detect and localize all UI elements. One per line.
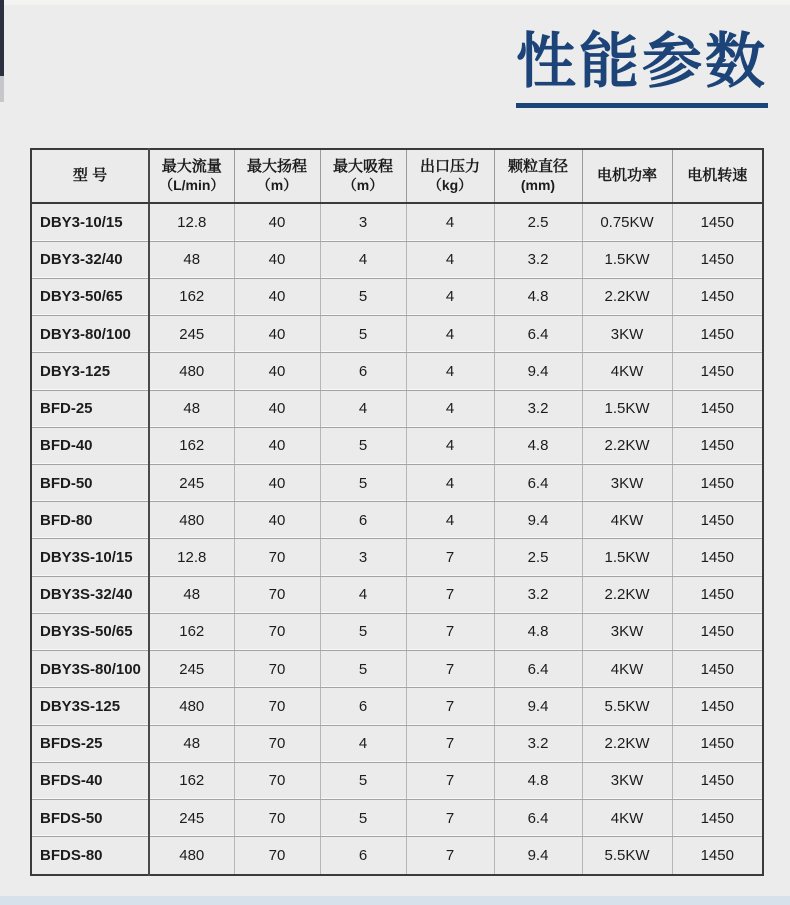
page-title: 性能参数 xyxy=(516,28,768,95)
value-cell: 1450 xyxy=(672,427,763,464)
column-header-4 xyxy=(406,149,494,203)
model-cell: DBY3-10/15 xyxy=(31,203,149,241)
value-cell: 4 xyxy=(320,241,406,278)
table-row xyxy=(31,651,763,688)
value-cell: 70 xyxy=(234,613,320,650)
value-cell: 5 xyxy=(320,427,406,464)
value-cell: 70 xyxy=(234,576,320,613)
value-cell: 40 xyxy=(234,203,320,241)
value-cell: 4.8 xyxy=(494,762,582,799)
value-cell: 4 xyxy=(406,502,494,539)
value-cell: 3KW xyxy=(582,613,672,650)
value-cell: 5 xyxy=(320,651,406,688)
value-cell: 1450 xyxy=(672,316,763,353)
column-header-label: 最大流量 xyxy=(161,157,222,175)
table-row xyxy=(31,464,763,501)
value-cell: 4 xyxy=(406,278,494,315)
value-cell: 1.5KW xyxy=(582,241,672,278)
value-cell: 1450 xyxy=(672,762,763,799)
table-row xyxy=(31,762,763,799)
value-cell: 7 xyxy=(406,539,494,576)
value-cell: 7 xyxy=(406,651,494,688)
value-cell: 1450 xyxy=(672,725,763,762)
value-cell: 40 xyxy=(234,390,320,427)
value-cell: 5.5KW xyxy=(582,837,672,875)
value-cell: 245 xyxy=(149,651,234,688)
model-cell: BFD-80 xyxy=(31,502,149,539)
value-cell: 1450 xyxy=(672,539,763,576)
table-row xyxy=(31,390,763,427)
column-header-label: 电机功率 xyxy=(596,166,657,184)
value-cell: 3 xyxy=(320,539,406,576)
value-cell: 5 xyxy=(320,762,406,799)
value-cell: 12.8 xyxy=(149,203,234,241)
value-cell: 2.2KW xyxy=(582,576,672,613)
value-cell: 6.4 xyxy=(494,464,582,501)
column-header-unit: （kg） xyxy=(427,176,473,193)
value-cell: 1450 xyxy=(672,241,763,278)
value-cell: 5 xyxy=(320,799,406,836)
model-cell: BFD-50 xyxy=(31,464,149,501)
value-cell: 1450 xyxy=(672,390,763,427)
value-cell: 12.8 xyxy=(149,539,234,576)
value-cell: 4KW xyxy=(582,502,672,539)
value-cell: 70 xyxy=(234,539,320,576)
column-header-label: 最大吸程 xyxy=(332,157,393,175)
column-header-unit: （m） xyxy=(342,176,384,193)
value-cell: 2.2KW xyxy=(582,427,672,464)
value-cell: 1450 xyxy=(672,688,763,725)
value-cell: 5 xyxy=(320,316,406,353)
value-cell: 5 xyxy=(320,613,406,650)
value-cell: 4KW xyxy=(582,353,672,390)
value-cell: 2.5 xyxy=(494,539,582,576)
value-cell: 4 xyxy=(406,390,494,427)
value-cell: 480 xyxy=(149,353,234,390)
model-cell: DBY3S-80/100 xyxy=(31,651,149,688)
value-cell: 7 xyxy=(406,688,494,725)
performance-parameters-table xyxy=(30,148,764,876)
value-cell: 6.4 xyxy=(494,651,582,688)
value-cell: 6.4 xyxy=(494,799,582,836)
column-header-7 xyxy=(672,149,763,203)
value-cell: 1450 xyxy=(672,613,763,650)
model-cell: DBY3-50/65 xyxy=(31,278,149,315)
value-cell: 70 xyxy=(234,837,320,875)
table-body xyxy=(31,203,763,875)
table-row xyxy=(31,203,763,241)
value-cell: 480 xyxy=(149,837,234,875)
value-cell: 40 xyxy=(234,316,320,353)
title-block xyxy=(516,30,768,108)
value-cell: 1.5KW xyxy=(582,539,672,576)
value-cell: 1450 xyxy=(672,576,763,613)
value-cell: 40 xyxy=(234,278,320,315)
value-cell: 70 xyxy=(234,725,320,762)
value-cell: 2.5 xyxy=(494,203,582,241)
value-cell: 40 xyxy=(234,427,320,464)
table-row xyxy=(31,427,763,464)
value-cell: 245 xyxy=(149,799,234,836)
value-cell: 2.2KW xyxy=(582,725,672,762)
value-cell: 4.8 xyxy=(494,613,582,650)
value-cell: 5 xyxy=(320,464,406,501)
value-cell: 70 xyxy=(234,762,320,799)
value-cell: 3 xyxy=(320,203,406,241)
value-cell: 7 xyxy=(406,725,494,762)
value-cell: 4.8 xyxy=(494,427,582,464)
value-cell: 4 xyxy=(406,464,494,501)
value-cell: 6 xyxy=(320,502,406,539)
model-cell: DBY3S-32/40 xyxy=(31,576,149,613)
value-cell: 162 xyxy=(149,278,234,315)
value-cell: 9.4 xyxy=(494,502,582,539)
value-cell: 3.2 xyxy=(494,725,582,762)
column-header-label: 出口压力 xyxy=(419,157,480,175)
table-row xyxy=(31,688,763,725)
value-cell: 3.2 xyxy=(494,241,582,278)
value-cell: 1.5KW xyxy=(582,390,672,427)
title-underline xyxy=(516,103,768,108)
value-cell: 7 xyxy=(406,762,494,799)
value-cell: 1450 xyxy=(672,502,763,539)
value-cell: 4 xyxy=(406,427,494,464)
table-row xyxy=(31,241,763,278)
top-strip xyxy=(0,0,790,5)
value-cell: 7 xyxy=(406,837,494,875)
table-row xyxy=(31,502,763,539)
value-cell: 245 xyxy=(149,316,234,353)
value-cell: 1450 xyxy=(672,203,763,241)
value-cell: 5.5KW xyxy=(582,688,672,725)
value-cell: 6 xyxy=(320,837,406,875)
column-header-unit: (mm) xyxy=(520,176,556,193)
table-row xyxy=(31,353,763,390)
value-cell: 1450 xyxy=(672,799,763,836)
table-row xyxy=(31,316,763,353)
value-cell: 3KW xyxy=(582,316,672,353)
value-cell: 6 xyxy=(320,353,406,390)
value-cell: 4 xyxy=(406,316,494,353)
value-cell: 162 xyxy=(149,427,234,464)
value-cell: 4 xyxy=(320,576,406,613)
left-edge-artifact-gray xyxy=(0,76,4,102)
value-cell: 48 xyxy=(149,241,234,278)
column-header-label: 型 号 xyxy=(72,166,108,184)
table-row xyxy=(31,278,763,315)
value-cell: 40 xyxy=(234,353,320,390)
value-cell: 4 xyxy=(406,203,494,241)
value-cell: 4 xyxy=(406,241,494,278)
value-cell: 4 xyxy=(320,725,406,762)
column-header-model xyxy=(31,149,149,203)
value-cell: 4 xyxy=(406,353,494,390)
value-cell: 5 xyxy=(320,278,406,315)
model-cell: BFD-25 xyxy=(31,390,149,427)
model-cell: DBY3S-10/15 xyxy=(31,539,149,576)
value-cell: 48 xyxy=(149,576,234,613)
model-cell: BFDS-25 xyxy=(31,725,149,762)
value-cell: 40 xyxy=(234,464,320,501)
value-cell: 480 xyxy=(149,502,234,539)
column-header-2 xyxy=(234,149,320,203)
table-row xyxy=(31,539,763,576)
value-cell: 2.2KW xyxy=(582,278,672,315)
value-cell: 4KW xyxy=(582,799,672,836)
value-cell: 9.4 xyxy=(494,688,582,725)
left-edge-artifact-dark xyxy=(0,0,4,76)
value-cell: 3.2 xyxy=(494,390,582,427)
value-cell: 3KW xyxy=(582,464,672,501)
value-cell: 1450 xyxy=(672,464,763,501)
value-cell: 1450 xyxy=(672,651,763,688)
model-cell: DBY3S-50/65 xyxy=(31,613,149,650)
model-cell: DBY3-32/40 xyxy=(31,241,149,278)
value-cell: 40 xyxy=(234,502,320,539)
value-cell: 9.4 xyxy=(494,837,582,875)
value-cell: 4.8 xyxy=(494,278,582,315)
table-row xyxy=(31,613,763,650)
value-cell: 7 xyxy=(406,613,494,650)
column-header-1 xyxy=(149,149,234,203)
value-cell: 9.4 xyxy=(494,353,582,390)
value-cell: 7 xyxy=(406,799,494,836)
value-cell: 480 xyxy=(149,688,234,725)
value-cell: 70 xyxy=(234,651,320,688)
table-row xyxy=(31,725,763,762)
column-header-6 xyxy=(582,149,672,203)
model-cell: DBY3S-125 xyxy=(31,688,149,725)
value-cell: 70 xyxy=(234,688,320,725)
value-cell: 1450 xyxy=(672,278,763,315)
value-cell: 70 xyxy=(234,799,320,836)
model-cell: BFDS-80 xyxy=(31,837,149,875)
value-cell: 48 xyxy=(149,725,234,762)
column-header-3 xyxy=(320,149,406,203)
value-cell: 0.75KW xyxy=(582,203,672,241)
column-header-label: 最大扬程 xyxy=(246,157,307,175)
model-cell: BFDS-50 xyxy=(31,799,149,836)
value-cell: 162 xyxy=(149,762,234,799)
table-row xyxy=(31,576,763,613)
value-cell: 162 xyxy=(149,613,234,650)
table-header-row xyxy=(31,149,763,203)
column-header-label: 电机转速 xyxy=(687,166,748,184)
column-header-unit: （L/min） xyxy=(159,176,225,193)
model-cell: DBY3-125 xyxy=(31,353,149,390)
model-cell: DBY3-80/100 xyxy=(31,316,149,353)
column-header-5 xyxy=(494,149,582,203)
model-cell: BFD-40 xyxy=(31,427,149,464)
value-cell: 1450 xyxy=(672,353,763,390)
column-header-unit: （m） xyxy=(256,176,298,193)
value-cell: 4 xyxy=(320,390,406,427)
value-cell: 6.4 xyxy=(494,316,582,353)
column-header-label: 颗粒直径 xyxy=(507,157,568,175)
value-cell: 1450 xyxy=(700,847,734,865)
value-cell: 3.2 xyxy=(494,576,582,613)
table-row xyxy=(31,799,763,836)
model-cell: BFDS-40 xyxy=(31,762,149,799)
value-cell: 245 xyxy=(149,464,234,501)
table-row xyxy=(31,837,763,875)
bottom-accent-bar xyxy=(0,896,790,905)
value-cell: 48 xyxy=(149,390,234,427)
value-cell: 6 xyxy=(320,688,406,725)
value-cell: 7 xyxy=(406,576,494,613)
value-cell: 4KW xyxy=(582,651,672,688)
value-cell: 40 xyxy=(234,241,320,278)
value-cell: 3KW xyxy=(582,762,672,799)
